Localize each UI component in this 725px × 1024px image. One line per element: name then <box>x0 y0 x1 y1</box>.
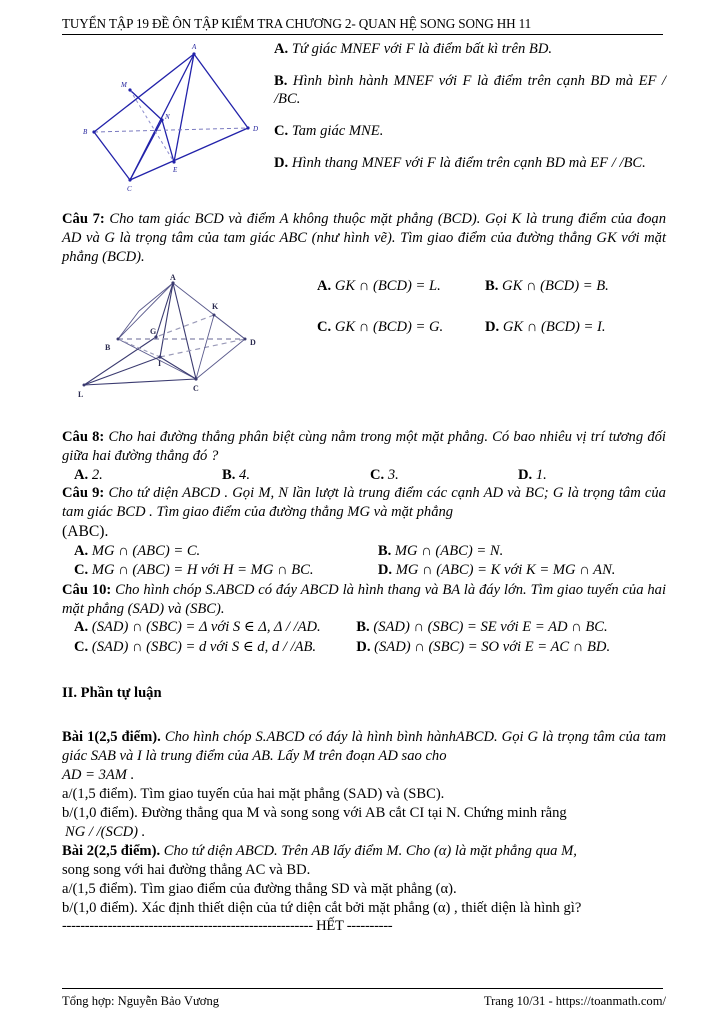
exercise-2-text-2: song song với hai đường thẳng AC và BD. <box>62 861 311 878</box>
question-7-option-c-label: C. <box>317 318 332 335</box>
option-a-text: Tứ giác MNEF với F là điểm bất kì trên BD. <box>291 41 553 57</box>
question-10-option-d-label: D. <box>356 638 371 655</box>
option-d-text: Hình thang MNEF với F là điểm trên cạnh BD mà EF / /BC. <box>291 154 646 171</box>
question-8-option-b <box>222 467 370 484</box>
question-8-option-b-label: B. <box>222 466 236 483</box>
question6-options <box>274 40 666 172</box>
question-8-option-d-text: 1. <box>535 466 547 483</box>
header-divider <box>62 34 663 35</box>
figure-2-tetrahedron-gkl <box>74 273 289 403</box>
question-9-option-d <box>378 561 666 580</box>
exercise-1-condition: AD = 3AM . <box>62 766 135 783</box>
figure-1-svg <box>72 40 272 208</box>
end-dashes-left: ------------------------------------------------------- <box>62 917 313 934</box>
question6-block <box>62 40 666 210</box>
figure-2-label-C: C <box>193 383 199 393</box>
footer-page-info: Trang 10/31 - https://toanmath.com/ <box>483 994 666 1008</box>
question-9-option-c <box>74 561 378 580</box>
question-8-option-d <box>518 467 666 484</box>
figure-2-label-L: L <box>78 389 84 399</box>
question-9-text: Cho tứ diện ABCD . Gọi M, N lần lượt là trung điểm các cạnh AD và BC; G là trọng tâm của tam giác BCD . Tìm giao điểm của đường thẳng MG và mặt phẳng <box>62 484 666 520</box>
question-7-option-c-text: GK ∩ (BCD) = G. <box>334 318 444 335</box>
question-9-options-row-2 <box>62 561 666 580</box>
question-8-option-a-text: 2. <box>91 466 103 483</box>
page-header-title: TUYỂN TẬP 19 ĐỀ ÔN TẬP KIỂM TRA CHƯƠNG 2- QUAN HỆ SONG SONG HH 11 <box>62 16 532 31</box>
exercise-1-part-b-tail: NG / /(SCD) . <box>65 823 146 840</box>
question-7-option-b <box>485 277 665 296</box>
question-7-label: Câu 7: <box>62 211 105 227</box>
question-10-option-c-label: C. <box>74 638 89 655</box>
exercise-2-part-b: b/(1,0 điểm). Xác định thiết diện của tứ diện cắt bởi mặt phẳng (α) , thiết diện là hình gì? <box>62 899 582 916</box>
question-10-option-c-text: (SAD) ∩ (SBC) = d với S ∈ d, d / /AB. <box>91 638 317 655</box>
question-8-option-d-label: D. <box>518 466 533 483</box>
question-8-option-c <box>370 467 518 484</box>
question-10-options-row-1 <box>62 618 666 637</box>
exercise-1-part-a: a/(1,5 điểm). Tìm giao tuyến của hai mặt phẳng (SAD) và (SBC). <box>62 785 445 802</box>
footer-divider <box>62 988 663 989</box>
exercise-1-label: Bài 1(2,5 điểm). <box>62 728 161 745</box>
question-7-option-b-label: B. <box>485 277 499 294</box>
question-10-option-d-text: (SAD) ∩ (SBC) = SO với E = AC ∩ BD. <box>374 638 611 655</box>
figure-2-label-D: D <box>250 337 256 347</box>
section-2-title: II. Phần tự luận <box>62 684 162 701</box>
exercise-2-stem <box>62 842 666 861</box>
option-b-text: Hình bình hành MNEF với F là điểm trên cạnh BD mà EF / /BC. <box>274 72 666 108</box>
figure-2-label-I: I <box>158 358 162 368</box>
question-9-stem <box>62 484 666 522</box>
question-10-option-b-text: (SAD) ∩ (SBC) = SE với E = AD ∩ BC. <box>373 619 608 636</box>
figure-2-label-A: A <box>170 272 176 282</box>
question-9-option-d-label: D. <box>377 562 393 579</box>
question-10-label: Câu 10: <box>62 581 112 598</box>
question-10-option-a-label: A. <box>74 619 89 636</box>
option-b <box>274 72 666 109</box>
question-7-option-d-label: D. <box>485 318 500 335</box>
question-7-option-a-text: GK ∩ (BCD) = L. <box>334 277 441 294</box>
option-d <box>274 154 666 173</box>
question-8-text: Cho hai đường thẳng phân biệt cùng nằm trong một mặt phẳng. Có bao nhiêu vị trí tương đối giữa hai đường thẳng đó ? <box>62 428 666 464</box>
question-9-stem-tail: (ABC). <box>62 522 109 540</box>
option-a <box>274 40 666 59</box>
end-of-exam-line <box>62 918 666 935</box>
figure-1-label-A: A <box>192 43 197 51</box>
figure-1-tetrahedron-mnef <box>72 40 272 208</box>
figure-1-label-C: C <box>127 185 132 193</box>
question-9-option-a-text: MG ∩ (ABC) = C. <box>91 543 201 560</box>
figure-2-label-G: G <box>150 326 157 336</box>
option-c-label: C. <box>274 123 289 140</box>
question-10-options-row-2 <box>62 638 666 657</box>
figure-1-label-D: D <box>253 125 259 133</box>
question-9-option-b-text: MG ∩ (ABC) = N. <box>394 543 504 560</box>
question-8-stem <box>62 428 666 466</box>
question-9-option-a-label: A. <box>74 543 89 560</box>
question-9-option-a <box>74 542 378 561</box>
figure-1-label-B: B <box>83 128 88 136</box>
question-9-option-d-text: MG ∩ (ABC) = K với K = MG ∩ AN. <box>395 562 616 579</box>
question-7-text: Cho tam giác BCD và điểm A không thuộc mặt phẳng (BCD). Gọi K là trung điểm của đoạn AD và G là trọng tâm của tam giác ABC (như hình vẽ). Tìm giao điểm của đường thẳng GK với mặt phẳng (BCD). <box>62 211 667 265</box>
question-8-option-b-text: 4. <box>239 466 250 483</box>
question-9-option-b <box>378 542 666 561</box>
exercise-2-label: Bài 2(2,5 điểm). <box>62 842 161 859</box>
figure-1-label-N: N <box>165 113 170 121</box>
question-10-stem <box>62 581 666 619</box>
question-7-option-b-text: GK ∩ (BCD) = B. <box>502 277 609 294</box>
option-b-label: B. <box>274 72 288 89</box>
question-7-option-a <box>317 277 485 296</box>
figure-2-label-K: K <box>212 301 219 311</box>
question-9-options-row-1 <box>62 542 666 561</box>
option-c-text: Tam giác MNE. <box>291 123 384 140</box>
end-word: HẾT <box>316 917 344 934</box>
question-10-option-a-text: (SAD) ∩ (SBC) = Δ với S ∈ Δ, Δ / /AD. <box>91 619 321 636</box>
option-d-label: D. <box>274 154 289 171</box>
question-7-option-d-text: GK ∩ (BCD) = I. <box>502 318 606 335</box>
question-8-option-a <box>74 467 222 484</box>
exercise-2-part-a: a/(1,5 điểm). Tìm giao điểm của đường thẳng SD và mặt phẳng (α). <box>62 880 457 897</box>
question-7-block <box>62 269 666 404</box>
question-7-option-row-2 <box>317 318 667 337</box>
document-body <box>62 40 666 935</box>
question-9-label: Câu 9: <box>62 484 105 501</box>
question-7-option-a-label: A. <box>317 277 332 294</box>
figure-2-label-B: B <box>105 342 111 352</box>
exercise-1-text: Cho hình chóp S.ABCD có đáy là hình bình hànhABCD. Gọi G là trọng tâm của tam giác SAB và I là trung điểm của AB. Lấy M trên đoạn AD sao cho <box>62 728 666 764</box>
question-10-option-c <box>74 638 356 657</box>
option-a-label: A. <box>274 41 289 57</box>
question-10-text: Cho hình chóp S.ABCD có đáy ABCD là hình thang và BA là đáy lớn. Tìm giao tuyến của hai mặt phẳng (SAD) và (SBC). <box>62 581 667 617</box>
question-8-option-c-text: 3. <box>387 466 399 483</box>
figure-2-svg <box>74 273 289 403</box>
page-footer <box>62 994 666 1009</box>
question-8-options <box>62 467 666 484</box>
figure-1-label-M: M <box>121 81 127 89</box>
question-9-option-c-text: MG ∩ (ABC) = H với H = MG ∩ BC. <box>91 562 314 579</box>
question-10-option-b-label: B. <box>356 619 370 636</box>
figure-1-label-E: E <box>173 166 178 174</box>
question-7-option-c <box>317 318 485 337</box>
question-10-option-b <box>356 618 666 637</box>
question-9-option-c-label: C. <box>74 562 89 579</box>
option-c <box>274 122 666 141</box>
question-10-option-d <box>356 638 666 657</box>
question-7-option-row-1 <box>317 277 667 296</box>
question-8-label: Câu 8: <box>62 428 105 445</box>
question-7-option-d <box>485 318 665 337</box>
exercise-1-stem <box>62 728 666 766</box>
question-7-stem <box>62 210 666 267</box>
question-8-option-c-label: C. <box>370 466 385 483</box>
footer-author: Tổng hợp: Nguyễn Bảo Vương <box>62 994 220 1008</box>
question-10-option-a <box>74 618 356 637</box>
end-dashes-right: ---------- <box>346 917 393 934</box>
exercise-2-text: Cho tứ diện ABCD. Trên AB lấy điểm M. Cho (α) là mặt phẳng qua M, <box>163 842 577 859</box>
question-9-option-b-label: B. <box>377 543 392 560</box>
exercise-1-part-b: b/(1,0 điểm). Đường thẳng qua M và song song với AB cắt CI tại N. Chứng minh rằng <box>62 804 567 821</box>
question-7-options <box>317 269 667 337</box>
question-8-option-a-label: A. <box>74 466 89 483</box>
